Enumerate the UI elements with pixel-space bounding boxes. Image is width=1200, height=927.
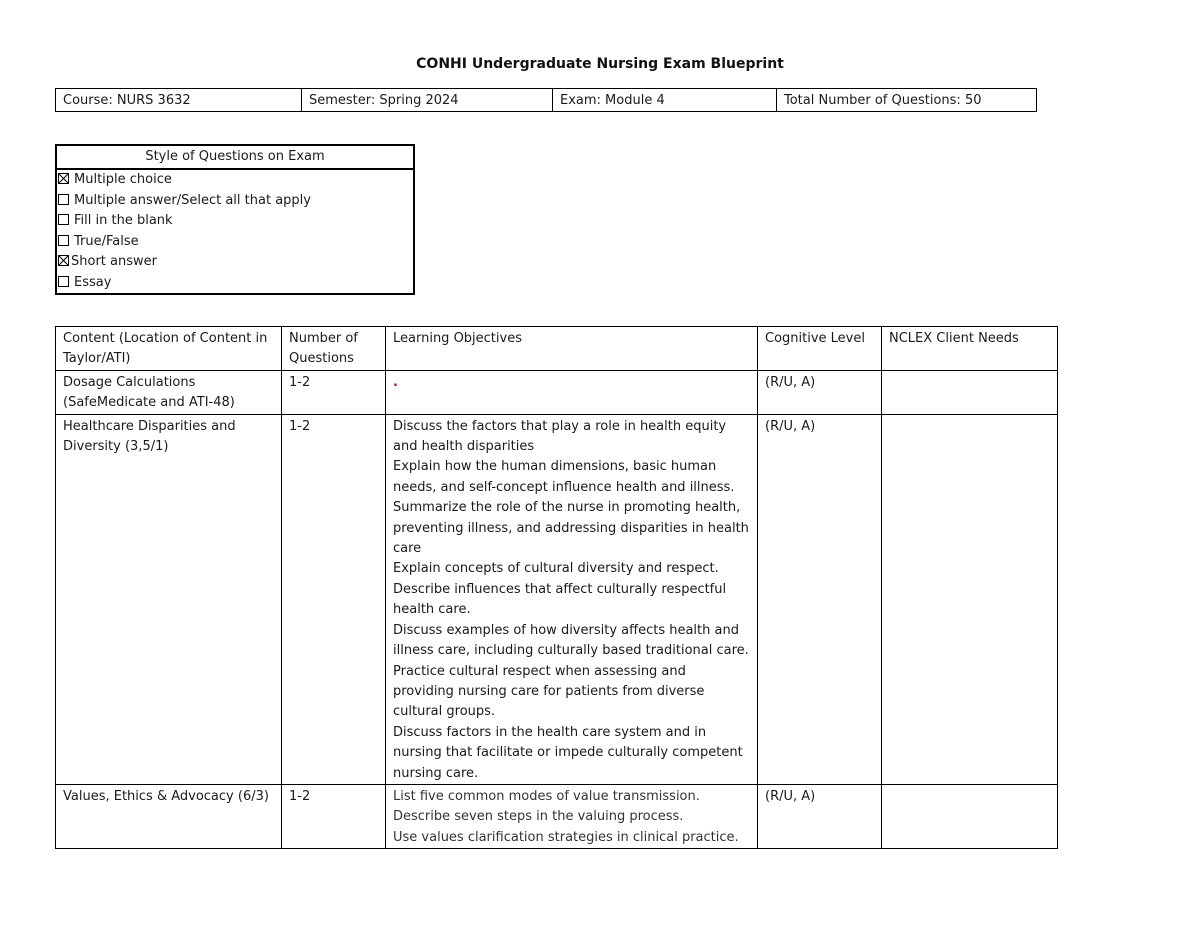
option-label: Multiple choice [74,172,172,187]
objective-item: Use values clarification strategies in clinical practice. [393,829,739,845]
option-label: Short answer [71,254,157,269]
question-style-heading: Style of Questions on Exam [57,146,413,170]
option-fill-in-blank[interactable] [57,211,413,232]
option-label: True/False [74,233,139,249]
blueprint-header-row [56,327,1058,371]
objective-item: Explain concepts of cultural diversity and respect. [393,561,719,577]
option-label: Multiple answer/Select all that apply [74,192,311,208]
semester-cell: Semester: Spring 2024 [302,89,553,112]
nclex-cell [882,414,1058,784]
option-essay[interactable] [57,273,413,294]
option-true-false[interactable] [57,232,413,253]
objective-item: Describe seven steps in the valuing process. [393,809,684,825]
header-objectives: Learning Objectives [386,327,758,371]
content-cell: Values, Ethics & Advocacy (6/3) [56,784,282,848]
exam-info-table [55,88,1037,112]
objectives-cell [386,414,758,784]
content-cell: Healthcare Disparities and Diversity (3,5/1) [56,414,282,784]
objectives-cell [386,370,758,414]
table-row [56,414,1058,784]
question-style-box [55,144,415,295]
header-number: Number of Questions [282,327,386,371]
table-row [56,370,1058,414]
objective-item: Explain how the human dimensions, basic human needs, and self-concept influence health and illness. [393,459,735,495]
number-cell: 1-2 [282,414,386,784]
checkbox-icon[interactable] [58,235,69,246]
checked-checkbox-icon[interactable] [58,173,69,184]
option-multiple-choice[interactable] [57,170,413,191]
number-cell: 1-2 [282,784,386,848]
content-cell: Dosage Calculations (SafeMedicate and ATI-48) [56,370,282,414]
number-cell: 1-2 [282,370,386,414]
nclex-cell [882,784,1058,848]
objective-item: Discuss the factors that play a role in health equity and health disparities [393,418,727,455]
objective-item: Describe influences that affect culturally respectful health care. [393,581,727,618]
option-short-answer[interactable] [57,252,413,273]
cognitive-cell: (R/U, A) [758,414,882,784]
objective-marker: . [393,374,398,390]
objective-item: List five common modes of value transmission. [393,788,700,804]
cognitive-cell: (R/U, A) [758,370,882,414]
checkbox-icon[interactable] [58,214,69,225]
header-cognitive: Cognitive Level [758,327,882,371]
cognitive-cell: (R/U, A) [758,784,882,848]
header-nclex: NCLEX Client Needs [882,327,1058,371]
course-cell: Course: NURS 3632 [56,89,302,112]
objective-item: Practice cultural respect when assessing and providing nursing care for patients from diverse cultural groups. [393,663,705,720]
checkbox-icon[interactable] [58,194,69,205]
objective-item: Discuss factors in the health care system and in nursing that facilitate or impede culturally competent nursing care. [393,724,743,781]
option-label: Essay [74,274,112,290]
objective-item: Summarize the role of the nurse in promoting health, preventing illness, and addressing disparities in health care [393,500,749,557]
nclex-cell [882,370,1058,414]
option-multiple-answer[interactable] [57,191,413,212]
header-content: Content (Location of Content in Taylor/ATI) [56,327,282,371]
table-row [56,784,1058,848]
page-title: CONHI Undergraduate Nursing Exam Blueprint [416,56,784,72]
total-questions-cell: Total Number of Questions: 50 [777,89,1037,112]
exam-cell: Exam: Module 4 [553,89,777,112]
checkbox-icon[interactable] [58,276,69,287]
option-label: Fill in the blank [74,213,173,228]
checked-checkbox-icon[interactable] [58,255,69,266]
blueprint-table [55,326,1058,849]
objective-item: Discuss examples of how diversity affects health and illness care, including culturally based traditional care. [393,622,749,659]
objectives-cell [386,784,758,848]
exam-info-row [56,89,1037,112]
